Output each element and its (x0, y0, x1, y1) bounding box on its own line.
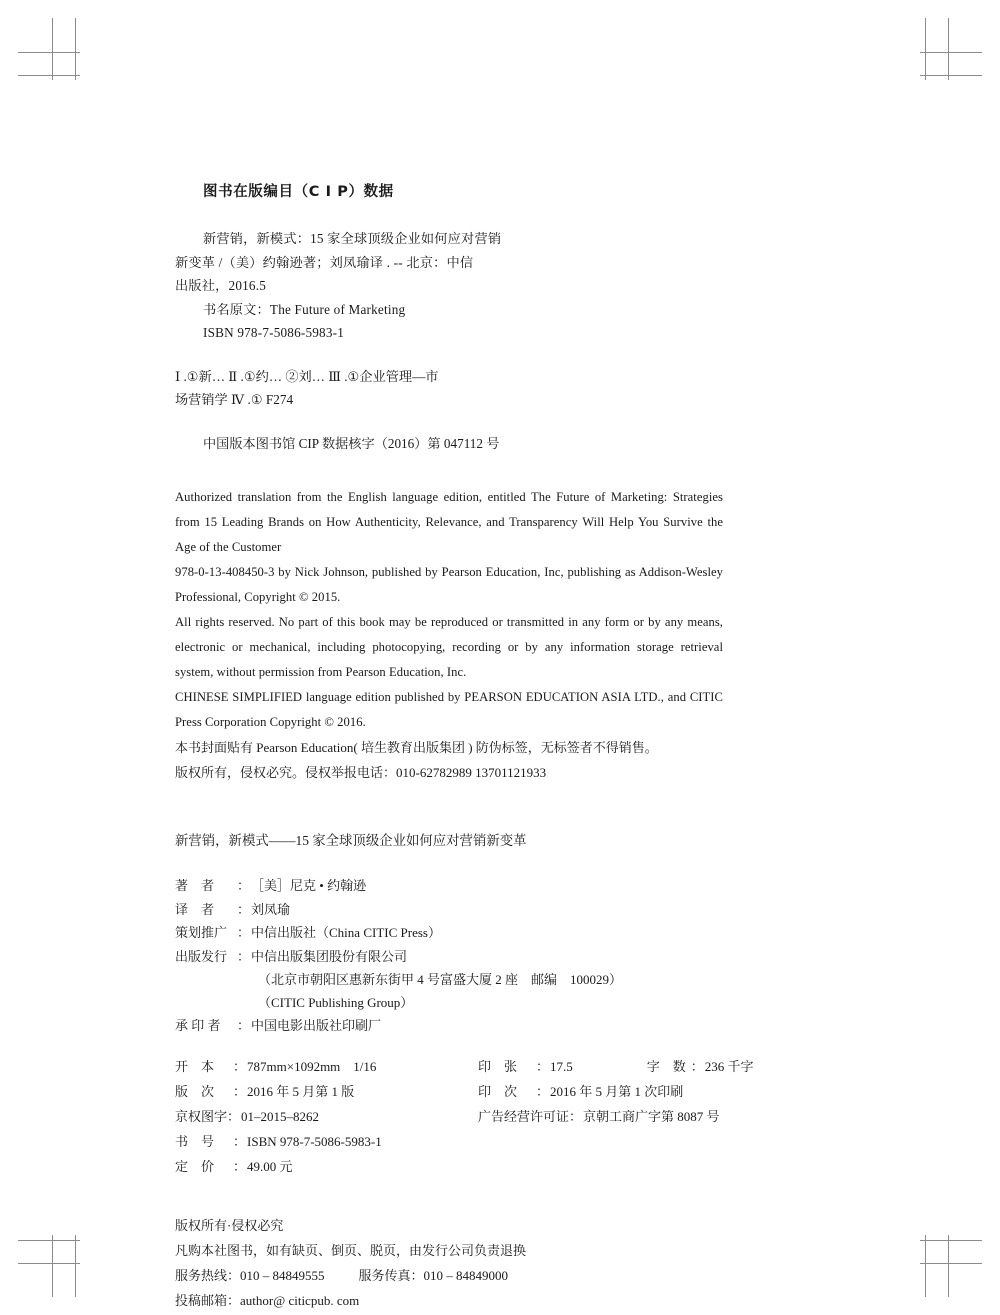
crop-mark-top-right-horizontal-inner (920, 75, 982, 76)
colon-separator: ： (237, 948, 251, 964)
crop-mark-bottom-right-vertical-outer (948, 1235, 949, 1297)
crop-mark-bottom-left-vertical-inner (75, 1235, 76, 1297)
spec-value-edition: 2016 年 5 月第 1 版 (247, 1083, 355, 1099)
page-content (175, 180, 754, 1313)
crop-mark-top-left-horizontal-outer (18, 52, 80, 53)
spec-row-license (175, 1104, 723, 1129)
spec-label-import-license: 京权图字 (175, 1108, 228, 1124)
colophon-row-translator (175, 898, 723, 922)
legal-paragraph-chinese-simplified-edition: CHINESE SIMPLIFIED language edition published by PEARSON EDUCATION ASIA LTD., and CITIC Press Corporation Copyright © 2016. (175, 690, 723, 729)
colophon-title: 新营销，新模式——15 家全球顶级企业如何应对营销新变革 (175, 833, 527, 848)
cip-entry-line-1: 新营销，新模式：15 家全球顶级企业如何应对营销 (203, 231, 502, 246)
cip-entry-line-2: 新变革 /（美）约翰逊著；刘凤瑜译 . -- 北京：中信 (175, 254, 474, 270)
footer-submission-value: author@ citicpub. com (240, 1292, 360, 1308)
colon-separator: ： (237, 925, 251, 940)
colon-separator: ： (237, 901, 251, 917)
legal-paragraph-original-isbn: 978-0-13-408450-3 by Nick Johnson, published by Pearson Education, Inc, publishing as Addison-Wesley Professional, Copyright © 2015. (175, 565, 723, 604)
colophon-publisher-address: （北京市朝阳区惠新东街甲 4 号富盛大厦 2 座 邮编 100029） (258, 972, 623, 987)
specification-table (175, 1054, 754, 1179)
spec-value-import-license: 01–2015–8262 (241, 1108, 320, 1124)
colophon-translator-label: 译 者 (175, 901, 215, 917)
spacer (175, 345, 723, 365)
spec-cell-isbn (175, 1129, 478, 1154)
spec-row-isbn (175, 1129, 723, 1154)
colophon-publisher-label: 出版发行 (175, 948, 228, 964)
spec-label-isbn: 书 号 (175, 1133, 215, 1149)
spec-value-wordcount: 236 千字 (704, 1058, 754, 1074)
colophon-row-printer (175, 1014, 723, 1038)
cip-registration-number: 中国版本图书馆 CIP 数据核字（2016）第 047112 号 (203, 435, 500, 451)
colophon-printer-label: 承 印 者 (175, 1018, 221, 1033)
footer-fax-label: 服务传真： (358, 1267, 424, 1283)
spec-row-price (175, 1154, 723, 1179)
footer-submission-label: 投稿邮箱： (175, 1292, 241, 1308)
colon-separator: ： (569, 1108, 583, 1124)
spec-cell-price (175, 1154, 478, 1179)
colophon-author-value: ［美］尼克 • 约翰逊 (251, 878, 367, 893)
spec-value-ad-license: 京朝工商广字第 8087 号 (583, 1108, 720, 1124)
colophon-author-label: 著 者 (175, 878, 215, 893)
colophon-row-publisher (175, 945, 723, 969)
legal-paragraph-authorized-translation: Authorized translation from the English language edition, entitled The Future of Marketing: Strategies from 15 Leading Brands on How Authenticity, Relevance, and Transparency Will Help You Survive the Age of the Customer (175, 490, 723, 554)
colon-separator: ： (536, 1058, 550, 1074)
crop-mark-bottom-right-horizontal-outer (920, 1263, 982, 1264)
cip-entry (175, 227, 723, 345)
crop-mark-bottom-left-vertical-outer (52, 1235, 53, 1297)
spacer (175, 785, 723, 829)
colon-separator: ： (233, 1083, 247, 1099)
spec-label-format: 开 本 (175, 1058, 215, 1074)
colophon-row-author (175, 874, 723, 898)
colon-separator: ： (536, 1083, 550, 1099)
colophon-printer-value: 中国电影出版社印刷厂 (251, 1018, 382, 1033)
colon-separator: ： (233, 1158, 247, 1174)
crop-mark-bottom-left-horizontal-inner (18, 1240, 80, 1241)
spec-cell-edition (175, 1079, 478, 1104)
spec-value-isbn: ISBN 978-7-5086-5983-1 (247, 1133, 382, 1149)
colophon-block (175, 829, 754, 1313)
cip-entry-line-3: 出版社，2016.5 (175, 278, 267, 293)
cip-classification-line-2: 场营销学 Ⅳ .① F274 (175, 392, 294, 407)
spacer (175, 412, 723, 432)
spec-label-ad-license: 广告经营许可证 (478, 1108, 570, 1124)
spec-cell-wordcount (647, 1054, 754, 1079)
spec-value-format: 787mm×1092mm 1/16 (247, 1058, 377, 1074)
colophon-publisher-value: 中信出版集团股份有限公司 (251, 948, 408, 964)
colon-separator: ： (690, 1058, 704, 1074)
legal-paragraph-all-rights-reserved: All rights reserved. No part of this book may be reproduced or transmitted in any form or by any means, electronic or mechanical, including photocopying, recording or by any information storage retrieval system, without permission from Pearson Education, Inc. (175, 615, 723, 679)
colon-separator: ： (233, 1133, 247, 1149)
spec-value-sheets: 17.5 (550, 1058, 573, 1074)
footer-submission-line (175, 1288, 723, 1313)
footer-hotline-label: 服务热线： (175, 1267, 241, 1283)
spec-cell-printing (478, 1079, 723, 1104)
colon-separator: ： (237, 878, 251, 893)
colophon-translator-value: 刘凤瑜 (251, 901, 291, 917)
spacer (175, 455, 723, 485)
spec-cell-import-license (175, 1104, 478, 1129)
colon-separator: ： (227, 1108, 241, 1124)
cip-classification (175, 365, 723, 412)
spec-value-printing: 2016 年 5 月第 1 次印刷 (550, 1083, 684, 1099)
spec-cell-format (175, 1054, 478, 1079)
colophon-row-planner (175, 921, 723, 945)
crop-mark-bottom-left-horizontal-outer (18, 1263, 80, 1264)
colophon-planner-value: 中信出版社（China CITIC Press） (251, 925, 441, 940)
spec-label-wordcount: 字 数 (646, 1058, 686, 1074)
spec-row-format (175, 1054, 754, 1079)
footer-fax-value: 010 – 84849000 (423, 1267, 509, 1283)
english-legal-block (175, 485, 723, 735)
crop-mark-top-left-vertical-outer (52, 18, 53, 80)
spec-cell-ad-license (478, 1104, 723, 1129)
footer-hotline-value: 010 – 84849555 (240, 1267, 325, 1283)
spec-label-sheets: 印 张 (478, 1058, 518, 1074)
spec-label-price: 定 价 (175, 1158, 215, 1174)
colophon-publisher-english-name: （CITIC Publishing Group） (258, 995, 414, 1010)
footer-service-line (175, 1263, 723, 1288)
crop-mark-top-right-vertical-outer (948, 18, 949, 80)
spec-cell-sheets (478, 1054, 754, 1079)
spec-value-price: 49.00 元 (247, 1158, 293, 1174)
footer-fax-group (359, 1263, 509, 1288)
crop-mark-top-left-vertical-inner (75, 18, 76, 80)
colon-separator: ： (237, 1018, 251, 1033)
crop-mark-top-left-horizontal-inner (18, 75, 80, 76)
footer-copyright-notice: 版权所有·侵权必究 (175, 1217, 284, 1233)
spec-label-printing: 印 次 (478, 1083, 518, 1099)
cip-original-title: 书名原文：The Future of Marketing (203, 301, 406, 317)
anti-counterfeit-notice: 本书封面贴有 Pearson Education( 培生教育出版集团 ) 防伪标签，无标签者不得销售。 (175, 740, 658, 755)
spec-label-edition: 版 次 (175, 1083, 215, 1099)
colon-separator: ： (233, 1058, 247, 1074)
crop-mark-top-right-horizontal-outer (920, 52, 982, 53)
crop-mark-bottom-right-horizontal-inner (920, 1240, 982, 1241)
spec-row-edition (175, 1079, 723, 1104)
footer-return-policy: 凡购本社图书，如有缺页、倒页、脱页，由发行公司负责退换 (175, 1242, 527, 1258)
cip-isbn: ISBN 978-7-5086-5983-1 (203, 325, 345, 340)
crop-mark-top-right-vertical-inner (925, 18, 926, 80)
footer-block (175, 1213, 723, 1313)
cip-classification-line-1: Ⅰ .①新… Ⅱ .①约… ②刘… Ⅲ .①企业管理—市 (175, 368, 439, 384)
crop-mark-bottom-right-vertical-inner (925, 1235, 926, 1297)
chinese-legal-block (175, 735, 723, 785)
cip-heading: 图书在版编目（C I P）数据 (203, 184, 394, 200)
rights-reserved-notice: 版权所有，侵权必究。侵权举报电话：010-62782989 13701121933 (175, 765, 547, 780)
colophon-planner-label: 策划推广 (175, 925, 228, 940)
